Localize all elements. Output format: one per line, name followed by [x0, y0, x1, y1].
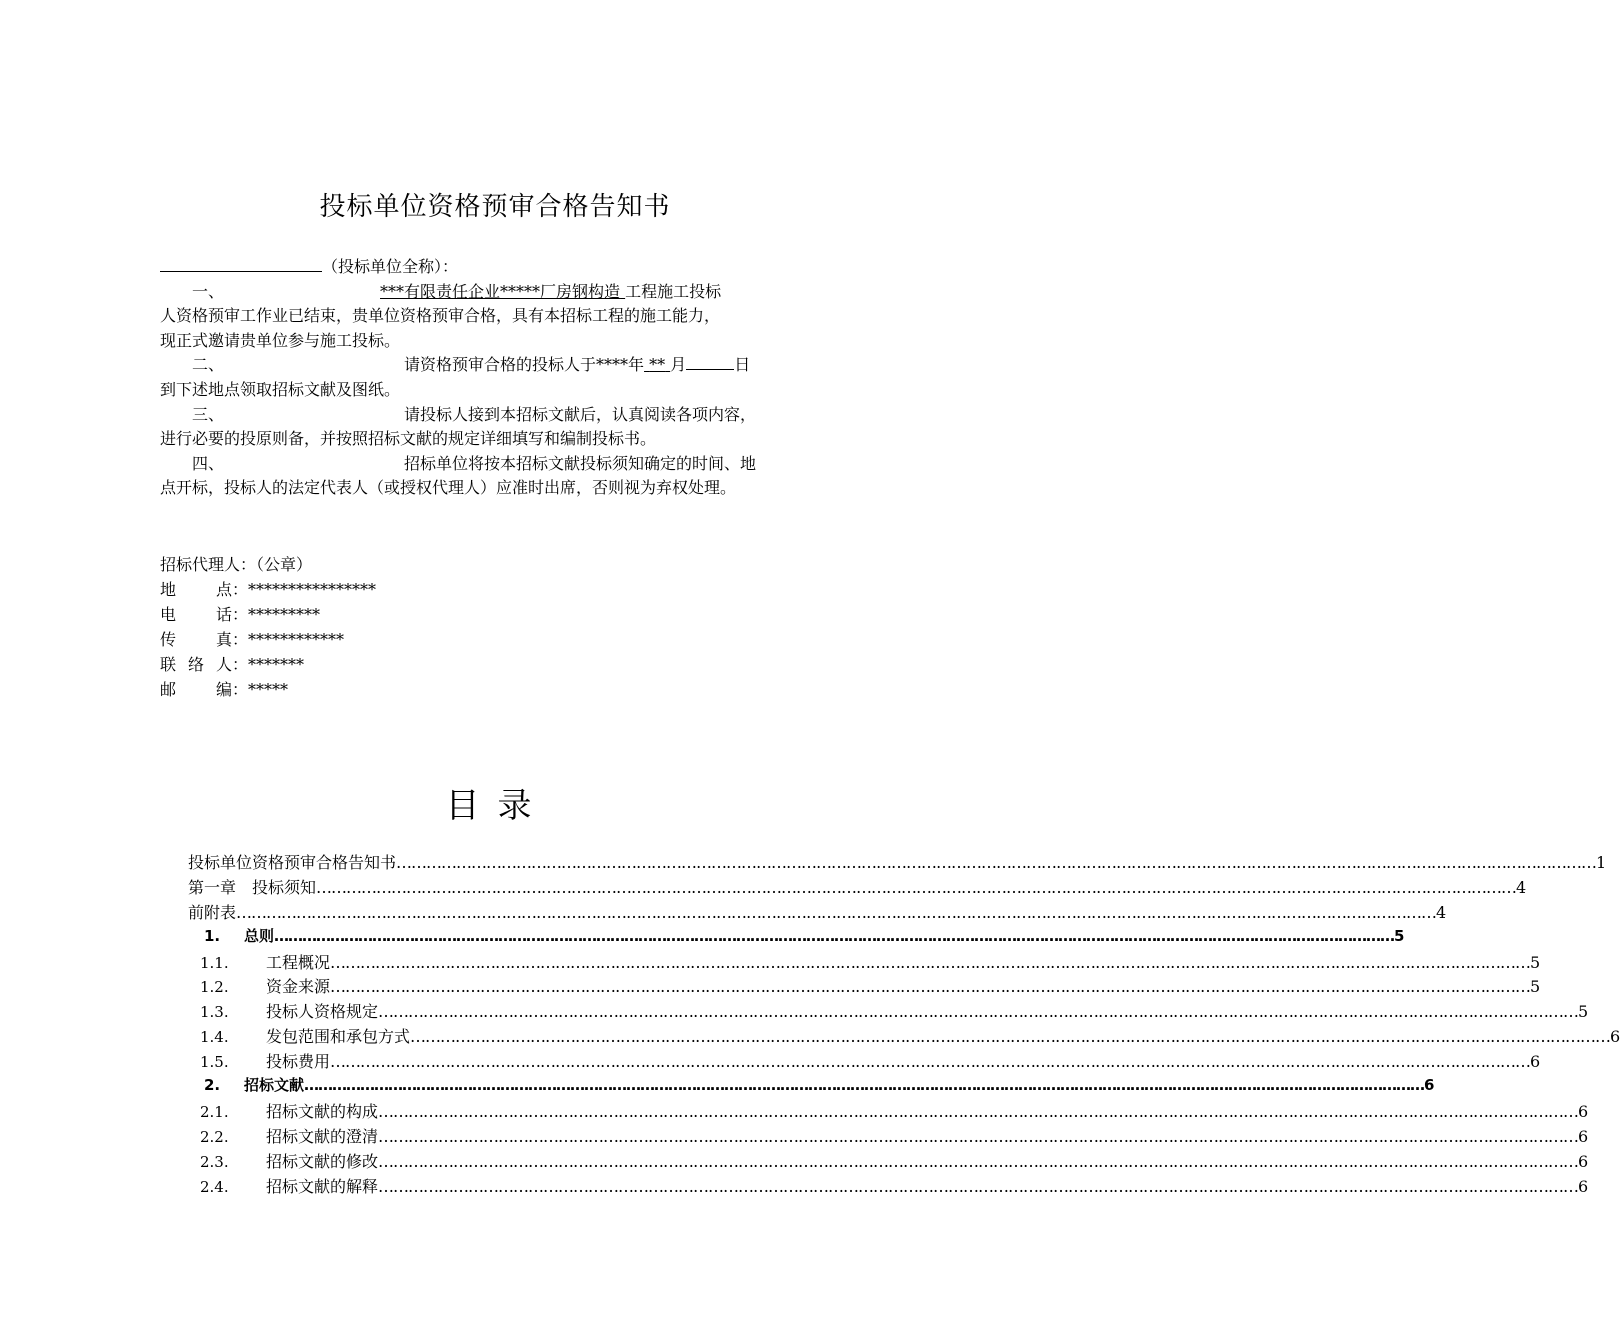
toc-entry-label: 工程概况: [266, 952, 331, 972]
toc-entry[interactable]: [188, 850, 1607, 875]
toc-leader-dots: ……………………………………………………………………………………………………………………………………………………………………………………………………………………: [304, 1076, 1425, 1095]
item4-number: 四、: [192, 453, 225, 473]
toc-leader-dots: ……………………………………………………………………………………………………………………………………………………………………………………………………………………: [378, 1126, 1579, 1146]
toc-title: 目录: [445, 786, 550, 826]
toc-leader-dots: ……………………………………………………………………………………………………………………………………………………………………………………………………………………: [378, 1151, 1579, 1171]
toc-page-number: 4: [1436, 902, 1447, 922]
toc-entry[interactable]: [188, 1024, 1620, 1049]
toc-entry-label: 发包范围和承包方式: [266, 1027, 411, 1047]
toc-entry-label: 招标文献的解释: [266, 1176, 379, 1196]
toc-leader-dots: ……………………………………………………………………………………………………………………………………………………………………………………………………………………: [330, 977, 1531, 997]
toc-page-number: 5: [1394, 926, 1405, 945]
toc-entry[interactable]: [188, 1099, 1589, 1124]
toc-entry-label: 招标文献的修改: [266, 1151, 379, 1171]
agent-line: 招标代理人：（公章）: [160, 555, 313, 574]
item3-line1: [160, 403, 840, 428]
item2-line2: 到下述地点领取招标文献及图纸。: [160, 379, 401, 399]
toc-leader-dots: ……………………………………………………………………………………………………………………………………………………………………………………………………………………: [330, 1052, 1531, 1072]
toc-entry[interactable]: [188, 950, 1541, 975]
toc-entry-label: 第一章 投标须知: [188, 877, 317, 897]
item2-day: 日: [734, 355, 751, 375]
item1-number: 一、: [192, 281, 225, 301]
address-line: [160, 577, 376, 602]
toc-entry-text: [188, 850, 396, 873]
item1-line2: 人资格预审工作业已结束，贵单位资格预审合格，具有本招标工程的施工能力，: [160, 306, 721, 326]
fax-line: [160, 627, 376, 652]
item2-number: 二、: [192, 355, 225, 375]
toc-entry-label: 总则: [244, 926, 275, 945]
table-of-contents: [188, 850, 1620, 1198]
postcode-label: 邮编: [160, 680, 232, 699]
fax-value: ：************: [232, 630, 345, 649]
toc-leader-dots: ……………………………………………………………………………………………………………………………………………………………………………………………………………………: [378, 1002, 1579, 1022]
notice-body: [160, 255, 840, 501]
toc-entry[interactable]: [188, 1149, 1589, 1174]
toc-entry-text: [200, 1124, 378, 1147]
toc-leader-dots: ……………………………………………………………………………………………………………………………………………………………………………………………………………………: [396, 853, 1597, 872]
contact-block: [160, 552, 376, 702]
toc-entry-label: 招标文献的澄清: [266, 1126, 379, 1146]
item4-line2: 点开标，投标人的法定代表人（或授权代理人）应准时出席，否则视为弃权处理。: [160, 478, 737, 498]
item2-month: 月: [670, 355, 687, 375]
toc-entry-text: [200, 974, 330, 997]
toc-entry-number: 1.2.: [200, 978, 229, 997]
toc-entry-number: 2.4.: [200, 1177, 229, 1196]
toc-page-number: 6: [1578, 1151, 1589, 1171]
notice-title: 投标单位资格预审合格告知书: [319, 192, 671, 222]
toc-entry-label: 投标单位资格预审合格告知书: [188, 853, 397, 872]
postcode-value: ：*****: [232, 680, 289, 699]
toc-entry[interactable]: [188, 925, 1405, 950]
toc-page-number: 5: [1530, 952, 1541, 972]
toc-entry-number: 2.3.: [200, 1152, 229, 1171]
toc-entry-label: 投标费用: [266, 1052, 331, 1072]
toc-entry-text: [188, 875, 316, 898]
toc-page-number: 6: [1578, 1101, 1589, 1121]
toc-page-number: 6: [1578, 1126, 1589, 1146]
toc-leader-dots: ……………………………………………………………………………………………………………………………………………………………………………………………………………………: [274, 926, 1395, 945]
bidder-name-blank: [160, 255, 322, 272]
toc-entry[interactable]: [188, 1174, 1589, 1199]
contact-person-label: 联络人: [160, 655, 232, 674]
toc-entry-text: [200, 1049, 330, 1072]
toc-entry-text: [200, 999, 378, 1022]
fax-label: 传真: [160, 630, 232, 649]
item1-line3: 现正式邀请贵单位参与施工投标。: [160, 330, 401, 350]
toc-page-number: 6: [1530, 1052, 1541, 1072]
toc-entry[interactable]: [188, 999, 1589, 1024]
toc-entry-text: [204, 1074, 304, 1095]
toc-entry-text: [188, 900, 236, 923]
toc-entry-text: [200, 1174, 378, 1197]
toc-entry-label: 投标人资格规定: [266, 1002, 379, 1022]
address-value: ：****************: [232, 580, 377, 599]
item2-line1: [160, 353, 840, 378]
toc-entry-number: 1.4.: [200, 1028, 229, 1047]
toc-page-number: 6: [1424, 1076, 1435, 1095]
toc-entry-number: 2.: [204, 1076, 221, 1095]
item1-company: ***有限责任企业*****厂房钢构造: [380, 281, 621, 301]
contact-person-value: ：*******: [232, 655, 305, 674]
item2-month-value: **: [649, 355, 666, 375]
toc-entry-number: 1.: [204, 926, 221, 945]
item4-line1: [160, 452, 840, 477]
toc-entry-number: 2.1.: [200, 1102, 229, 1121]
salutation-line: [160, 255, 840, 280]
toc-leader-dots: ……………………………………………………………………………………………………………………………………………………………………………………………………………………: [316, 877, 1517, 897]
item1-tail: 工程施工投标: [625, 281, 722, 301]
toc-entry-label: 资金来源: [266, 977, 331, 997]
toc-entry-number: 1.5.: [200, 1053, 229, 1072]
toc-page-number: 6: [1578, 1176, 1589, 1196]
toc-page-number: 1: [1596, 853, 1607, 872]
toc-page-number: 5: [1578, 1002, 1589, 1022]
item1-line1: [160, 280, 840, 305]
toc-leader-dots: ……………………………………………………………………………………………………………………………………………………………………………………………………………………: [410, 1027, 1611, 1047]
toc-entry[interactable]: [188, 1124, 1589, 1149]
day-blank: [686, 353, 734, 370]
toc-entry-label: 招标文献的构成: [266, 1101, 379, 1121]
toc-leader-dots: ……………………………………………………………………………………………………………………………………………………………………………………………………………………: [330, 952, 1531, 972]
item3-number: 三、: [192, 404, 225, 424]
toc-entry-number: 1.1.: [200, 953, 229, 972]
toc-entry[interactable]: [188, 1074, 1435, 1099]
toc-page-number: 6: [1610, 1027, 1620, 1047]
postcode-line: [160, 677, 376, 702]
toc-page-number: 4: [1516, 877, 1527, 897]
toc-entry[interactable]: [188, 974, 1541, 999]
toc-entry-text: [200, 1149, 378, 1172]
toc-entry[interactable]: [188, 875, 1527, 900]
toc-leader-dots: ……………………………………………………………………………………………………………………………………………………………………………………………………………………: [378, 1101, 1579, 1121]
phone-line: [160, 602, 376, 627]
phone-value: ：*********: [232, 605, 321, 624]
item2-head: 请资格预审合格的投标人于****年: [404, 355, 645, 375]
toc-entry-text: [200, 950, 330, 973]
address-label: 地点: [160, 580, 232, 599]
toc-leader-dots: ……………………………………………………………………………………………………………………………………………………………………………………………………………………: [378, 1176, 1579, 1196]
toc-entry[interactable]: [188, 1049, 1541, 1074]
toc-entry-text: [204, 925, 274, 946]
item4-head: 招标单位将按本招标文献投标须知确定的时间、地: [404, 453, 757, 473]
toc-entry-number: 1.3.: [200, 1003, 229, 1022]
toc-entry-label: 前附表: [188, 902, 237, 922]
phone-label: 电话: [160, 605, 232, 624]
contact-person-line: [160, 652, 376, 677]
toc-page-number: 5: [1530, 977, 1541, 997]
toc-entry[interactable]: [188, 900, 1447, 925]
toc-entry-text: [200, 1099, 378, 1122]
item3-head: 请投标人接到本招标文献后，认真阅读各项内容，: [404, 404, 757, 424]
item3-line2: 进行必要的投原则备，并按照招标文献的规定详细填写和编制投标书。: [160, 429, 657, 449]
toc-entry-text: [200, 1024, 410, 1047]
toc-leader-dots: ……………………………………………………………………………………………………………………………………………………………………………………………………………………: [236, 902, 1437, 922]
toc-entry-label: 招标文献: [244, 1076, 305, 1095]
toc-entry-number: 2.2.: [200, 1127, 229, 1146]
salutation-suffix: （投标单位全称）：: [322, 257, 459, 276]
